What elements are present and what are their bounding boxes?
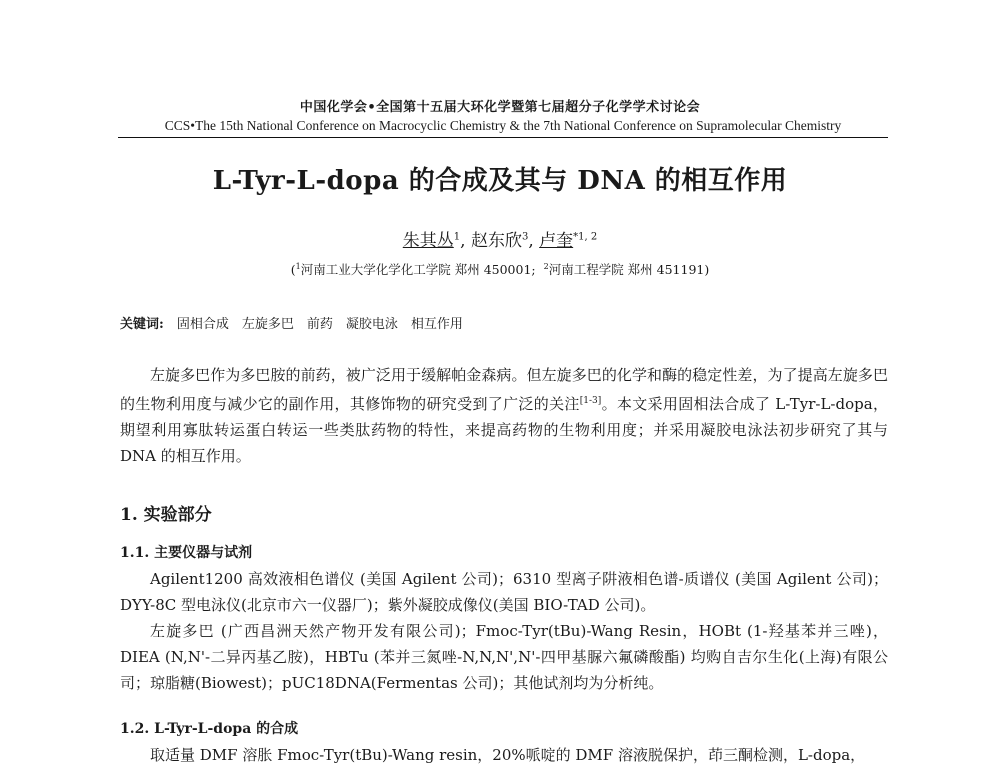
citation-ref: [1-3] (579, 396, 602, 406)
subsection-body (120, 566, 888, 696)
abstract-text: 。本文采用固相法合成了 L-Tyr-L-dopa，期望利用寡肽转运蛋白转运一些类肽药物的特性，来提高药物的生物利用度；并采用凝胶电泳法初步研究了其与 DNA 的相互作用。 (120, 395, 888, 465)
affiliations (0, 260, 1000, 278)
affiliation-2: 河南工程学院 郑州 451191) (548, 262, 710, 277)
abstract (120, 362, 888, 469)
keyword: 左旋多巴 (241, 317, 294, 332)
section-heading: 1. 实验部分 (120, 505, 212, 525)
abstract-text: 左旋多巴作为多巴胺的前药，被广泛用于缓解帕金森病。但左旋多巴的化学和酶的稳定性差，为了提高左旋多巴的生物利用度与减少它的副作用，其修饰物的研究受到了广泛的关注 (120, 366, 888, 413)
body-paragraph: 左旋多巴 (广西昌洲天然产物开发有限公司)；Fmoc-Tyr(tBu)-Wang Resin，HOBt (1-羟基苯并三唑)，DIEA (N,N'-二异丙基乙胺)，HBTu (苯并三氮唑-N,N,N',N'-四甲基脲六氟磷酸酯) 均购自吉尔生化(上海)有限公司；琼脂糖(Biowest)；pUC18DNA(Fermentas 公司)；其他试剂均为分析纯。 (120, 622, 888, 692)
author-list (0, 226, 1000, 251)
affiliation-mark: 1 (295, 261, 301, 271)
affiliation-1: 河南工业大学化学化工学院 郑州 450001; (300, 262, 536, 277)
keywords-label: 关键词: (120, 317, 164, 332)
author-affiliation-mark: *1, 2 (573, 231, 598, 243)
author-separator: , (460, 231, 471, 251)
conference-title-en: CCS•The 15th National Conference on Macrocyclic Chemistry & the 7th National Conference on Supramolecular Chemistry (164, 118, 842, 133)
keyword: 固相合成 (176, 317, 229, 332)
keyword: 前药 (306, 317, 333, 332)
author-name: 卢奎 (539, 231, 574, 251)
abstract-paragraph (120, 362, 888, 469)
author-affiliation-mark: 3 (521, 231, 529, 243)
keyword: 凝胶电泳 (345, 317, 398, 332)
author-name: 赵东欣 (470, 231, 522, 251)
affiliation-mark: 2 (543, 261, 549, 271)
conference-title-zh: 中国化学会•全国第十五届大环化学暨第七届超分子化学学术讨论会 (299, 100, 701, 115)
subsection-heading: 1.1. 主要仪器与试剂 (120, 545, 253, 561)
affiliation-open: ( (290, 262, 296, 277)
author-name: 朱其丛 (402, 231, 454, 251)
keywords-line (120, 313, 890, 332)
header-rule (118, 137, 888, 138)
body-paragraph: Agilent1200 高效液相色谱仪 (美国 Agilent 公司)；6310 型离子阱液相色谱-质谱仪 (美国 Agilent 公司)； DYY-8C 型电泳仪(北京市六一仪器厂)；紫外凝胶成像仪(美国 BIO-TAD 公司)。 (120, 570, 888, 614)
keyword: 相互作用 (410, 317, 463, 332)
subsection-heading: 1.2. L-Tyr-L-dopa 的合成 (120, 721, 299, 737)
paper-title: L-Tyr-L-dopa 的合成及其与 DNA 的相互作用 (212, 166, 788, 196)
body-paragraph-partial: 取适量 DMF 溶胀 Fmoc-Tyr(tBu)-Wang resin，20%哌啶的 DMF 溶液脱保护，茚三酮检测，L-dopa， (150, 746, 866, 764)
author-separator: , (528, 231, 540, 251)
author-affiliation-mark: 1 (453, 231, 461, 243)
